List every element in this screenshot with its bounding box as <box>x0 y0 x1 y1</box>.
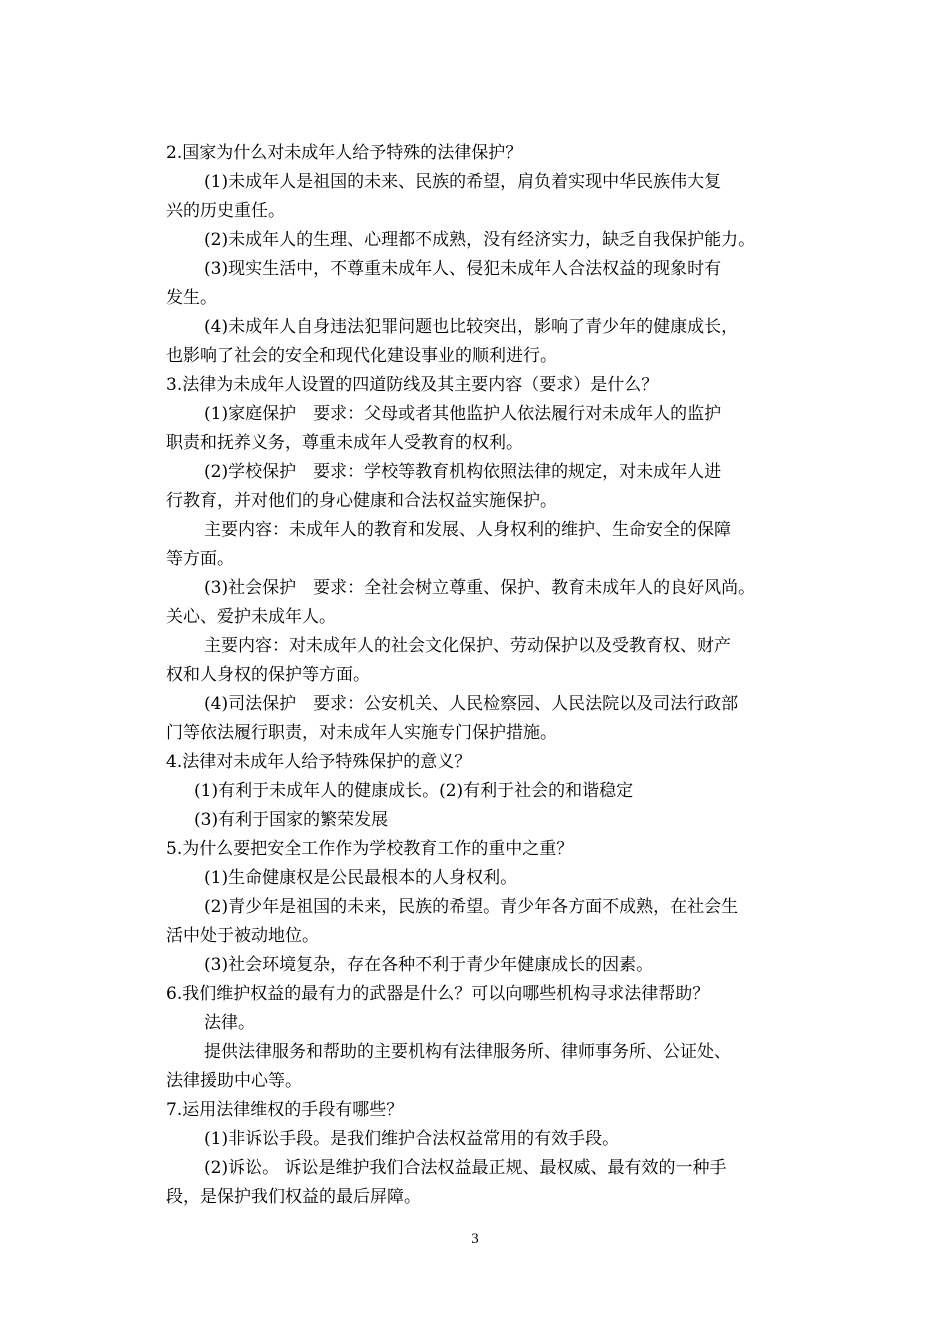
question-heading: 3.法律为未成年人设置的四道防线及其主要内容（要求）是什么？ <box>166 375 659 395</box>
text-line: 门等依法履行职责，对未成年人实施专门保护措施。 <box>166 723 557 743</box>
text-line: (1)有利于未成年人的健康成长。(2)有利于社会的和谐稳定 <box>194 781 634 801</box>
question-heading: 2.国家为什么对未成年人给予特殊的法律保护？ <box>166 143 523 163</box>
text-line: 提供法律服务和帮助的主要机构有法律服务所、律师事务所、公证处、 <box>204 1042 731 1062</box>
text-line: 等方面。 <box>166 549 234 569</box>
text-line: (1)家庭保护 要求：父母或者其他监护人依法履行对未成年人的监护 <box>204 404 722 424</box>
text-line: (4)司法保护 要求：公安机关、人民检察园、人民法院以及司法行政部 <box>204 694 739 714</box>
question-heading: 4.法律对未成年人给予特殊保护的意义？ <box>166 752 472 772</box>
text-line: (3)现实生活中，不尊重未成年人、侵犯未成年人合法权益的现象时有 <box>204 259 722 279</box>
text-line: 法律。 <box>204 1013 255 1033</box>
question-heading: 6.我们维护权益的最有力的武器是什么？可以向哪些机构寻求法律帮助？ <box>166 984 710 1004</box>
text-line: 兴的历史重任。 <box>166 201 285 221</box>
text-line: (3)有利于国家的繁荣发展 <box>194 810 389 830</box>
text-line: (4)未成年人自身违法犯罪问题也比较突出，影响了青少年的健康成长， <box>204 317 739 337</box>
text-line: 段，是保护我们权益的最后屏障。 <box>166 1187 421 1207</box>
document-body <box>166 139 802 1212</box>
text-line: 法律援助中心等。 <box>166 1071 302 1091</box>
text-line: (1)未成年人是祖国的未来、民族的希望，肩负着实现中华民族伟大复 <box>204 172 722 192</box>
question-heading: 5.为什么要把安全工作作为学校教育工作的重中之重？ <box>166 839 574 859</box>
text-line: 关心、爱护未成年人。 <box>166 607 336 627</box>
text-line: (3)社会环境复杂，存在各种不利于青少年健康成长的因素。 <box>204 955 654 975</box>
text-line: 职责和抚养义务，尊重未成年人受教育的权利。 <box>166 433 523 453</box>
text-line: 发生。 <box>166 288 217 308</box>
text-line: (2)诉讼。 诉讼是维护我们合法权益最正规、最权威、最有效的一种手 <box>204 1158 727 1178</box>
text-line: (2)未成年人的生理、心理都不成熟，没有经济实力，缺乏自我保护能力。 <box>204 230 756 250</box>
text-line: 主要内容：未成年人的教育和发展、人身权利的维护、生命安全的保障 <box>204 520 731 540</box>
text-line: (2)青少年是祖国的未来，民族的希望。青少年各方面不成熟，在社会生 <box>204 897 739 917</box>
text-line: (2)学校保护 要求：学校等教育机构依照法律的规定，对未成年人进 <box>204 462 722 482</box>
text-line: (1)非诉讼手段。是我们维护合法权益常用的有效手段。 <box>204 1129 620 1149</box>
question-heading: 7.运用法律维权的手段有哪些？ <box>166 1100 404 1120</box>
text-line: (1)生命健康权是公民最根本的人身权利。 <box>204 868 518 888</box>
text-line: 活中处于被动地位。 <box>166 926 319 946</box>
page-number: 3 <box>471 1231 479 1247</box>
text-line: (3)社会保护 要求：全社会树立尊重、保护、教育未成年人的良好风尚。 <box>204 578 756 598</box>
text-line: 主要内容：对未成年人的社会文化保护、劳动保护以及受教育权、财产 <box>204 636 731 656</box>
text-line: 也影响了社会的安全和现代化建设事业的顺利进行。 <box>166 346 557 366</box>
text-line: 权和人身权的保护等方面。 <box>166 665 370 685</box>
text-line: 行教育，并对他们的身心健康和合法权益实施保护。 <box>166 491 557 511</box>
